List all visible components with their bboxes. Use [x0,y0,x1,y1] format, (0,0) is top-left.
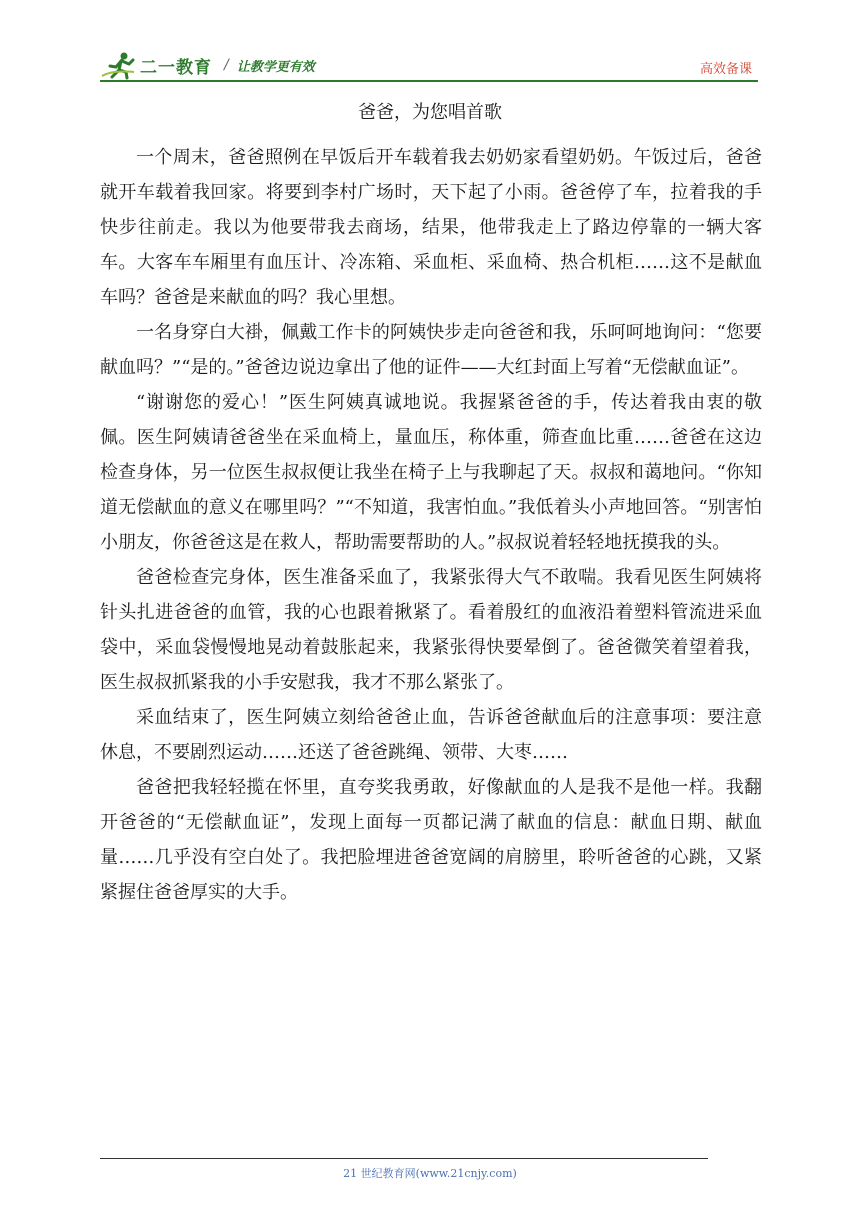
footer-divider [100,1158,708,1159]
page-header [100,50,758,86]
article-title: 爸爸，为您唱首歌 [358,102,502,123]
paragraph: 一名身穿白大褂，佩戴工作卡的阿姨快步走向爸爸和我，乐呵呵地询问：“您要献血吗？”“是的。”爸爸边说边拿出了他的证件——大红封面上写着“无偿献血证”。 [100,322,762,378]
header-divider [100,80,758,82]
header-separator: / [224,57,229,73]
running-man-icon [100,50,138,80]
article-body [100,140,762,910]
paragraph: 爸爸检查完身体，医生准备采血了，我紧张得大气不敢喘。我看见医生阿姨将针头扎进爸爸的血管，我的心也跟着揪紧了。看着殷红的血液沿着塑料管流进采血袋中，采血袋慢慢地晃动着鼓胀起来，我紧张得快要晕倒了。爸爸微笑着望着我，医生叔叔抓紧我的小手安慰我，我才不那么紧张了。 [100,567,762,693]
header-badge: 高效备课 [699,62,752,77]
header-slogan: 让教学更有效 [236,59,315,75]
paragraph: 一个周末，爸爸照例在早饭后开车载着我去奶奶家看望奶奶。午饭过后，爸爸就开车载着我回家。将要到李村广场时，天下起了小雨。爸爸停了车，拉着我的手快步往前走。我以为他要带我去商场，结果，他带我走上了路边停靠的一辆大客车。大客车车厢里有血压计、冷冻箱、采血柜、采血椅、热合机柜……这不是献血车吗？爸爸是来献血的吗？我心里想。 [100,147,762,308]
paragraph: “谢谢您的爱心！”医生阿姨真诚地说。我握紧爸爸的手，传达着我由衷的敬佩。医生阿姨请爸爸坐在采血椅上，量血压，称体重，筛查血比重……爸爸在这边检查身体，另一位医生叔叔便让我坐在椅子上与我聊起了天。叔叔和蔼地问。“你知道无偿献血的意义在哪里吗？”“不知道，我害怕血。”我低着头小声地回答。“别害怕小朋友，你爸爸这是在救人，帮助需要帮助的人。”叔叔说着轻轻地抚摸我的头。 [100,392,762,553]
brand-name: 二一教育 [140,57,212,78]
footer-text: 21 世纪教育网(www.21cnjy.com) [343,1167,517,1180]
paragraph: 采血结束了，医生阿姨立刻给爸爸止血，告诉爸爸献血后的注意事项：要注意休息，不要剧烈运动……还送了爸爸跳绳、领带、大枣…… [100,707,762,763]
logo [100,50,315,80]
paragraph: 爸爸把我轻轻揽在怀里，直夸奖我勇敢，好像献血的人是我不是他一样。我翻开爸爸的“无偿献血证”，发现上面每一页都记满了献血的信息：献血日期、献血量……几乎没有空白处了。我把脸埋进爸爸宽阔的肩膀里，聆听爸爸的心跳，又紧紧握住爸爸厚实的大手。 [100,777,762,903]
